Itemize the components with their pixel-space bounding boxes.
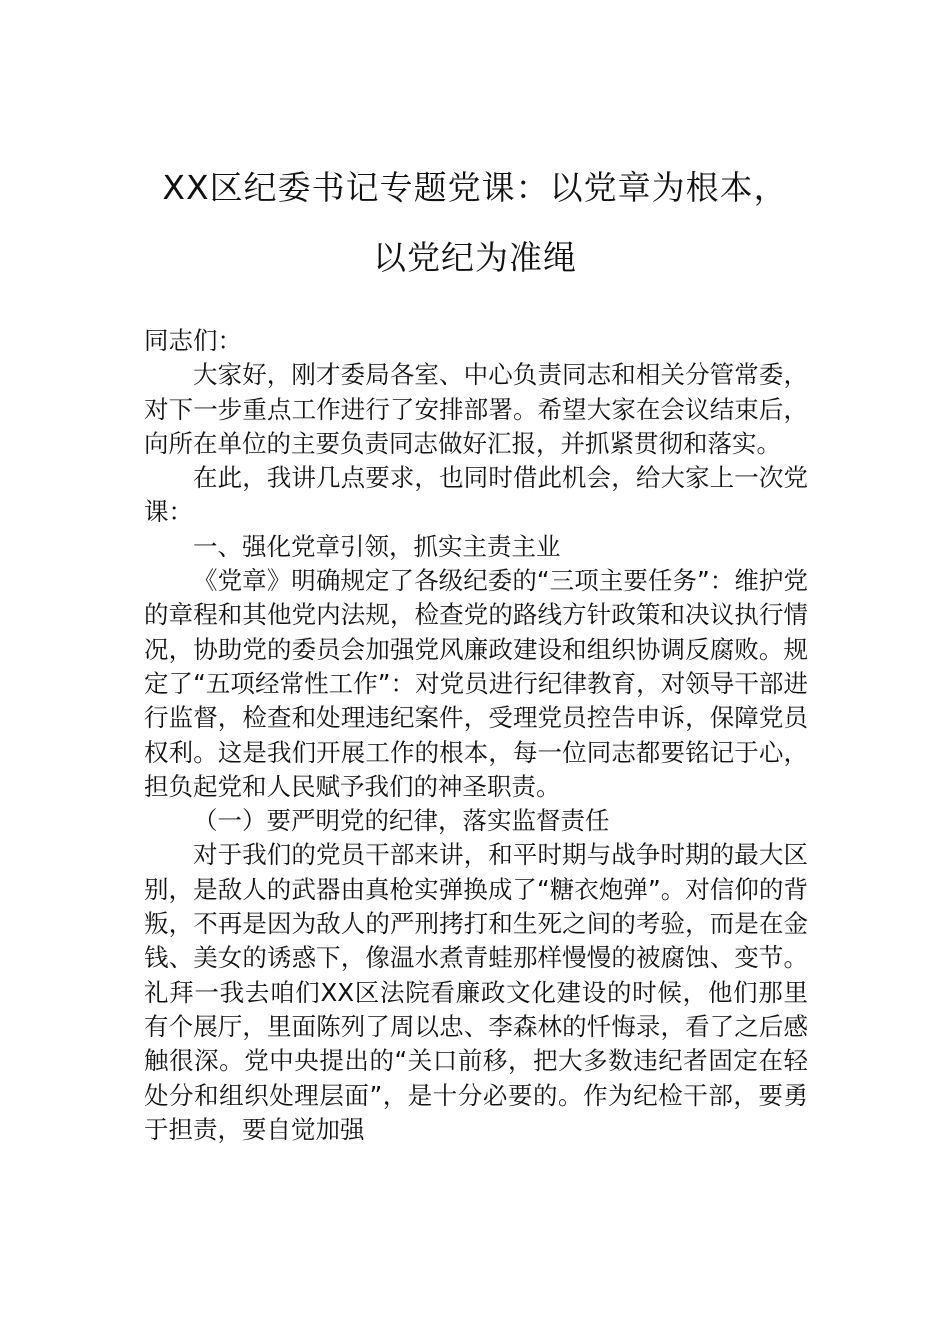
paragraph: 在此，我讲几点要求，也同时借此机会，给大家上一次党课： <box>144 463 808 527</box>
paragraph: 大家好，刚才委局各室、中心负责同志和相关分管常委，对下一步重点工作进行了安排部署。希望大家在会议结束后，向所在单位的主要负责同志做好汇报，并抓紧贯彻和落实。 <box>144 360 808 458</box>
paragraph: 《党章》明确规定了各级纪委的“三项主要任务”：维护党的章程和其他党内法规，检查党的路线方针政策和决议执行情况，协助党的委员会加强党风廉政建设和组织协调反腐败。规定了“五项经常性工作”：对党员进行纪律教育，对领导干部进行监督，检查和处理违纪案件，受理党员控告申诉，保障党员权利。这是我们开展工作的根本，每一位同志都要铭记于心，担负起党和人民赋予我们的神圣职责。 <box>144 566 808 801</box>
document-body <box>144 324 808 1147</box>
section-heading: 一、强化党章引领，抓实主责主业 <box>193 531 561 561</box>
document-title-line-2: 以党纪为准绳 <box>373 238 577 277</box>
salutation: 同志们： <box>144 326 242 355</box>
subsection-heading: （一）要严明党的纪律，落实监督责任 <box>193 806 610 836</box>
paragraph: 对于我们的党员干部来讲，和平时期与战争时期的最大区别，是敌人的武器由真枪实弹换成了“糖衣炮弹”。对信仰的背叛，不再是因为敌人的严刑拷打和生死之间的考验，而是在金钱、美女的诱惑下，像温水煮青蛙那样慢慢的被腐蚀、变节。礼拜一我去咱们XX区法院看廉政文化建设的时候，他们那里有个展厅，里面陈列了周以忠、李森林的忏悔录，看了之后感触很深。党中央提出的“关口前移，把大多数违纪者固定在轻处分和组织处理层面”，是十分必要的。作为纪检干部，要勇于担责，要自觉加强 <box>144 840 808 1144</box>
document-title-line-1: XX区纪委书记专题党课：以党章为根本， <box>162 168 788 207</box>
